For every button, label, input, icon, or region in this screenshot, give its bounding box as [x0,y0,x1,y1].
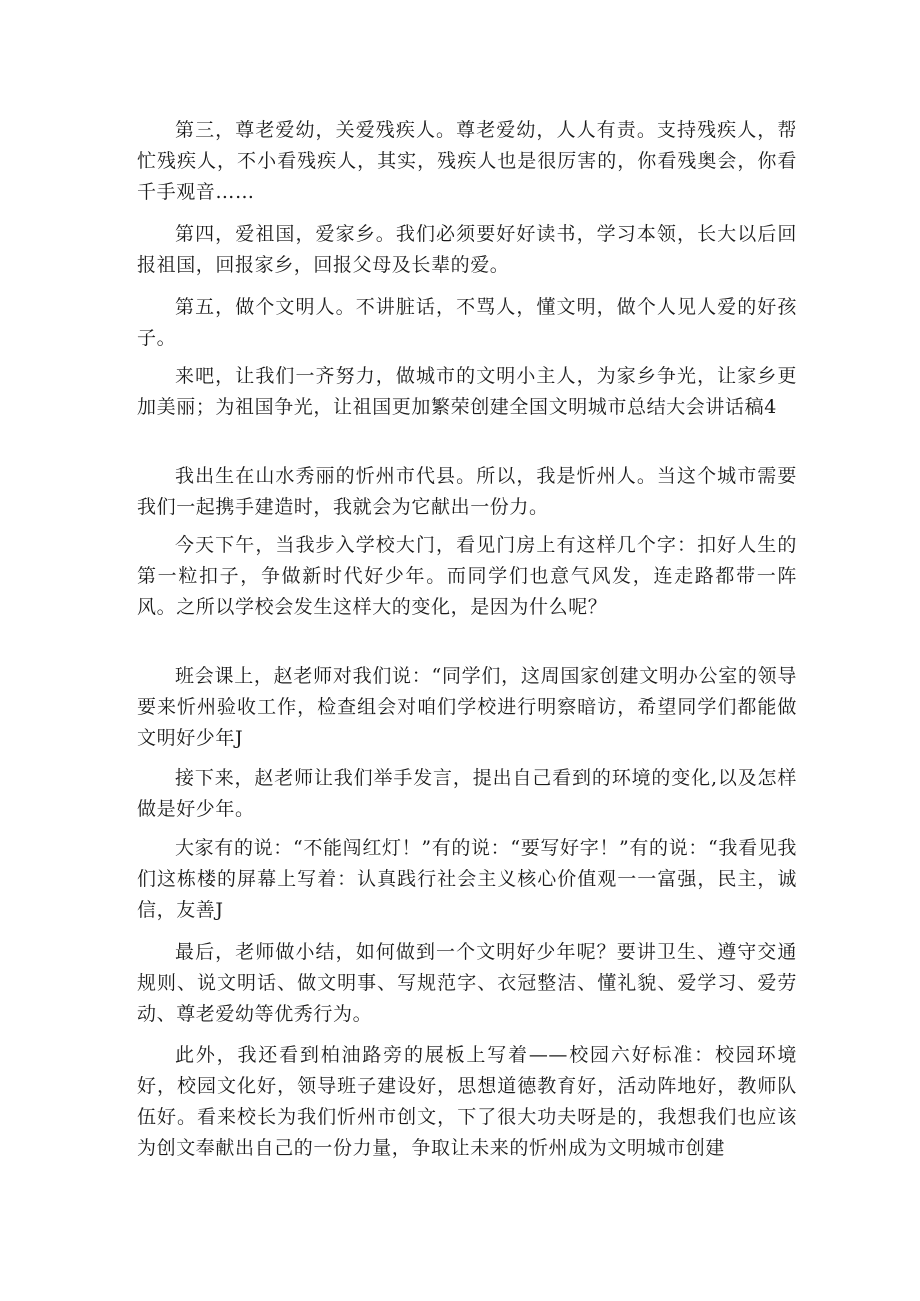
paragraph-love-country: 第四，爱祖国，爱家乡。我们必须要好好读书，学习本领，长大以后回报祖国，回报家乡，回报父母及长辈的爱。 [137,223,797,276]
paragraph-campus-standards: 此外，我还看到柏油路旁的展板上写着——校园六好标准：校园环境好，校园文化好，领导班子建设好，思想道德教育好，活动阵地好，教师队伍好。看来校长为我们忻州市创文，下了很大功夫呀是的，我想我们也应该为创文奉献出自己的一份力量，争取让未来的忻州成为文明城市创建 [137,1044,797,1159]
paragraph-student-answers: 大家有的说：“不能闯红灯！”有的说：“要写好字！”有的说：“我看见我们这栋楼的屏幕上写着：认真践行社会主义核心价值观一一富强，民主，诚信，友善J [137,837,797,921]
paragraph-school-gate: 今天下午，当我步入学校大门，看见门房上有这样几个字：扣好人生的第一粒扣子，争做新时代好少年。而同学们也意气风发，连走路都带一阵风。之所以学校会发生这样大的变化，是因为什么呢？ [137,534,797,618]
paragraph-respect-elders: 第三，尊老爱幼，关爱残疾人。尊老爱幼，人人有责。支持残疾人，帮忙残疾人，不小看残疾人，其实，残疾人也是很厉害的，你看残奥会，你看千手观音…… [137,119,797,203]
paragraph-call-to-action: 来吧，让我们一齐努力，做城市的文明小主人，为家乡争光，让家乡更加美丽；为祖国争光，让祖国更加繁荣创建全国文明城市总结大会讲话稿4 [137,365,797,418]
paragraph-hometown: 我出生在山水秀丽的忻州市代县。所以，我是忻州人。当这个城市需要我们一起携手建造时，我就会为它献出一份力。 [137,465,797,518]
paragraph-teacher-summary: 最后，老师做小结，如何做到一个文明好少年呢？要讲卫生、遵守交通规则、说文明话、做文明事、写规范字、衣冠整洁、懂礼貌、爱学习、爱劳动、尊老爱幼等优秀行为。 [137,941,797,1025]
paragraph-class-meeting: 班会课上，赵老师对我们说：“同学们，这周国家创建文明办公室的领导要来忻州验收工作，检查组会对咱们学校进行明察暗访，希望同学们都能做文明好少年J [137,665,797,749]
paragraph-speak-up: 接下来，赵老师让我们举手发言，提出自己看到的环境的变化,以及怎样做是好少年。 [137,767,797,820]
paragraph-civilized-person: 第五，做个文明人。不讲脏话，不骂人，懂文明，做个人见人爱的好孩子。 [137,296,797,349]
